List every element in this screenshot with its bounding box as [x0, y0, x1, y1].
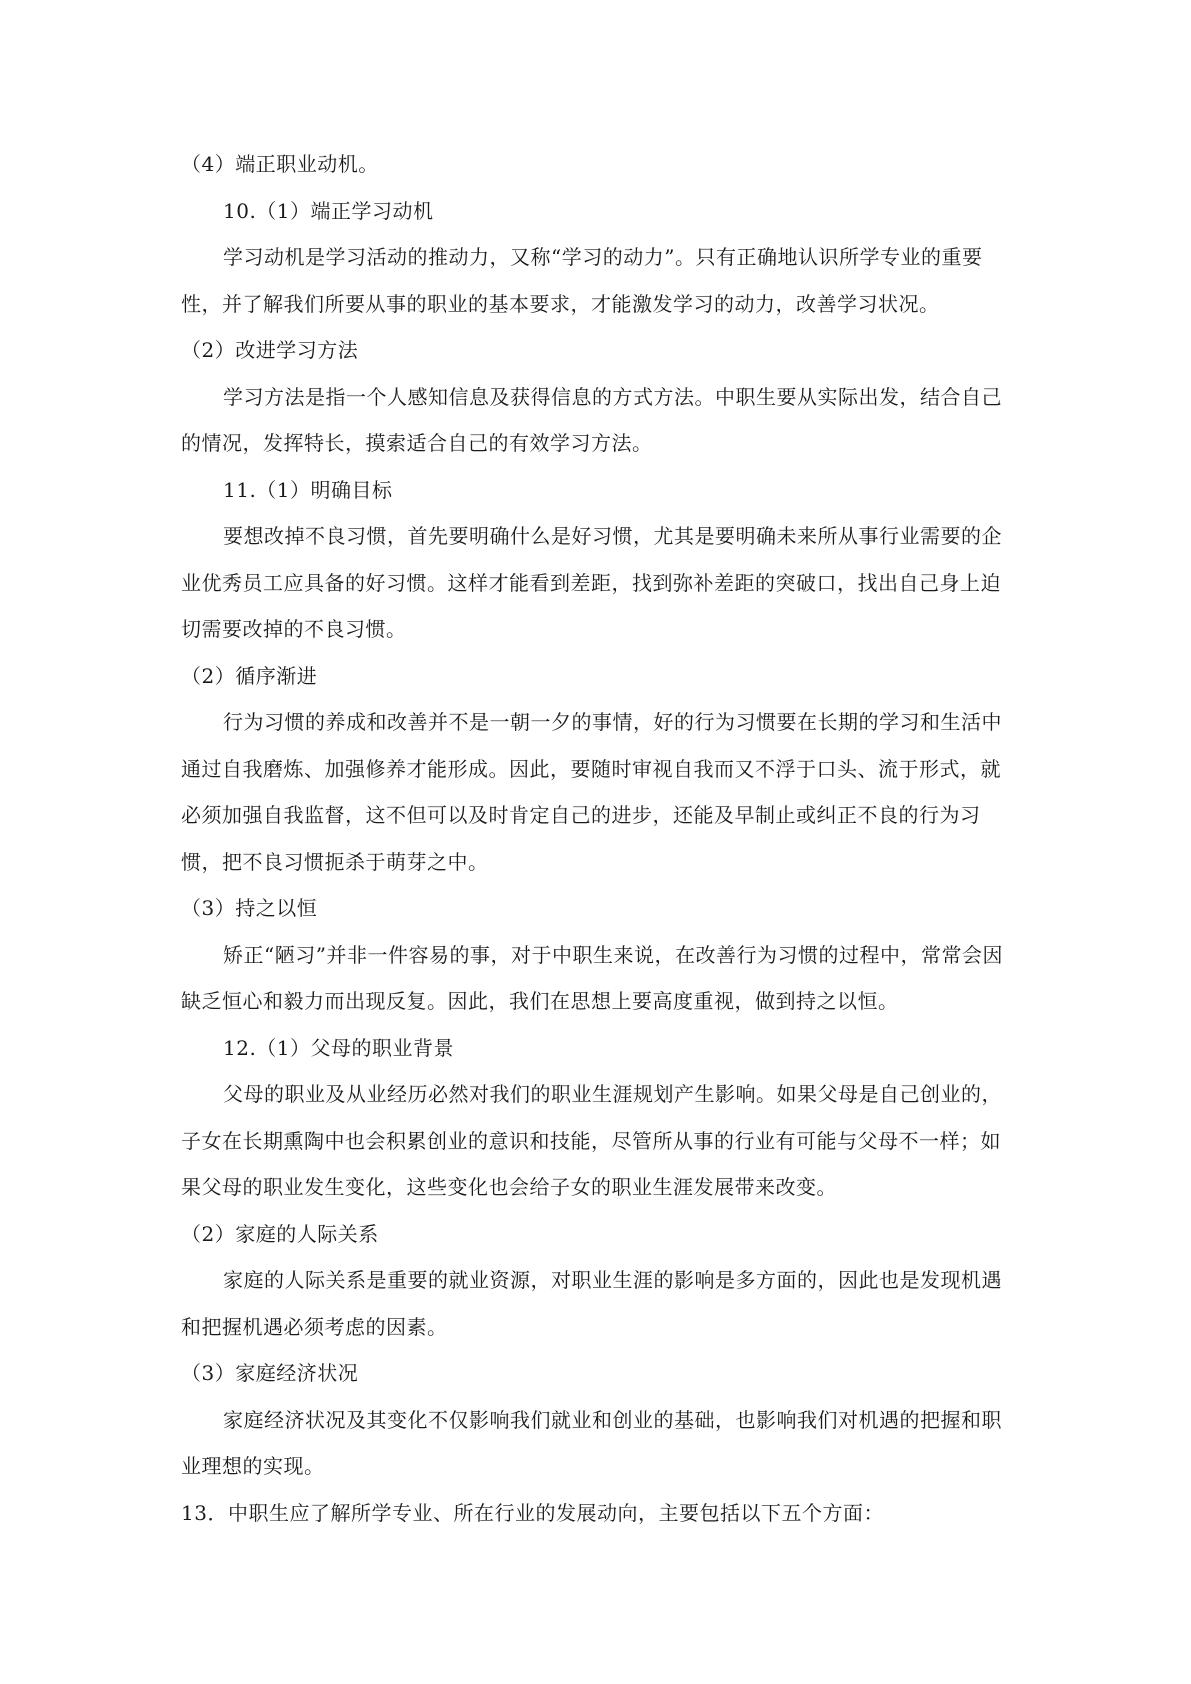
paragraph: 学习动机是学习活动的推动力，又称“学习的动力”。只有正确地认识所学专业的重要性，并了解我们所要从事的职业的基本要求，才能激发学习的动力，改善学习状况。 — [181, 245, 983, 316]
paragraph: （2）家庭的人际关系 — [181, 1221, 379, 1246]
paragraph: 13．中职生应了解所学专业、所在行业的发展动向，主要包括以下五个方面： — [181, 1500, 884, 1525]
paragraph: 矫正“陋习”并非一件容易的事，对于中职生来说，在改善行为习惯的过程中，常常会因缺乏恒心和毅力而出现反复。因此，我们在思想上要高度重视，做到持之以恒。 — [181, 942, 1003, 1013]
paragraph: （3）持之以恒 — [181, 896, 318, 920]
paragraph: 学习方法是指一个人感知信息及获得信息的方式方法。中职生要从实际出发，结合自己的情况，发挥特长，摸索适合自己的有效学习方法。 — [181, 384, 1002, 455]
paragraph: 10.（1）端正学习动机 — [223, 198, 434, 223]
paragraph: 行为习惯的养成和改善并不是一朝一夕的事情，好的行为习惯要在长期的学习和生活中通过自我磨炼、加强修养才能形成。因此，要随时审视自我而又不浮于口头、流于形式，就必须加强自我监督，这不但可以及时肯定自己的进步，还能及早制止或纠正不良的行为习惯，把不良习惯扼杀于萌芽之中。 — [181, 710, 1002, 874]
paragraph: 家庭的人际关系是重要的就业资源，对职业生涯的影响是多方面的，因此也是发现机遇和把握机遇必须考虑的因素。 — [181, 1268, 1002, 1339]
paragraph: （2）循序渐进 — [181, 663, 318, 688]
paragraph: 父母的职业及从业经历必然对我们的职业生涯规划产生影响。如果父母是自己创业的，子女在长期熏陶中也会积累创业的意识和技能，尽管所从事的行业有可能与父母不一样；如果父母的职业发生变化，这些变化也会给子女的职业生涯发展带来改变。 — [181, 1082, 1002, 1199]
paragraph: 11.（1）明确目标 — [223, 477, 393, 502]
paragraph: 要想改掉不良习惯，首先要明确什么是好习惯，尤其是要明确未来所从事行业需要的企业优秀员工应具备的好习惯。这样才能看到差距，找到弥补差距的突破口，找出自己身上迫切需要改掉的不良习惯。 — [181, 524, 1002, 641]
paragraph: （2）改进学习方法 — [181, 338, 359, 362]
paragraph: 家庭经济状况及其变化不仅影响我们就业和创业的基础，也影响我们对机遇的把握和职业理想的实现。 — [181, 1407, 1002, 1478]
paragraph: 12.（1）父母的职业背景 — [223, 1035, 455, 1060]
document-body — [181, 141, 1016, 1536]
paragraph: （3）家庭经济状况 — [181, 1361, 359, 1385]
paragraph: （4）端正职业动机。 — [181, 152, 379, 176]
